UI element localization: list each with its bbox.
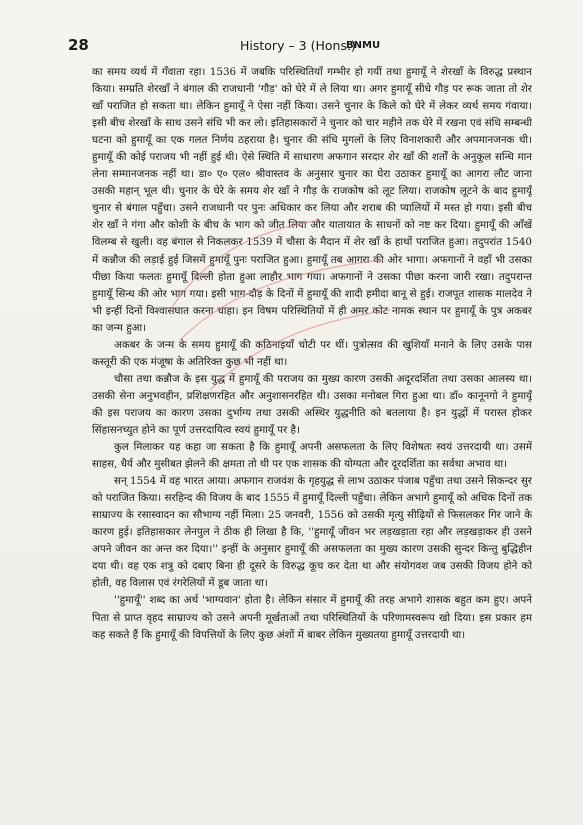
page-header [68, 36, 536, 58]
running-title: History – 3 (Hons.) [240, 38, 356, 53]
paragraph: चौसा तथा कन्नौज के इस युद्ध में हुमायूँ की पराजय का मुख्य कारण उसकी अदूरदर्शिता तथा उसका आलस्य था। उसकी सेना अनुभवहीन, प्रशिक्षणरहित और अनुशासनरहित थी। उसका मनोबल गिरा हुआ था। डॉ० कानूनगो ने हुमायूँ की इस पराजय का कारण उसका दुर्भाग्य तथा उसकी अस्थिर युद्धनीति को बतलाया है। इन युद्धों में परास्त होकर सिंहासनच्युत होने का पूर्ण उत्तरदायित्व स्वयं हुमायूँ पर है। [92, 372, 532, 436]
body-text [92, 64, 532, 804]
paragraph: अकबर के जन्म के समय हुमायूँ की कठिनाइयाँ चोटी पर थीं। पुत्रोत्सव की खुशियाँ मनाने के लिए उसके पास कस्तूरी की एक मंजूषा के अतिरिक्त कुछ भी नहीं था। [92, 338, 532, 368]
university-mark: BNMU [346, 40, 381, 51]
paragraph: का समय व्यर्थ में गँवाता रहा। 1536 में जबकि परिस्थितियाँ गम्भीर हो गयीं तथा हुमायूँ ने शेरखाँ के विरुद्ध प्रस्थान किया। सम्प्रति शेरखाँ ने बंगाल की राजधानी 'गौड़' को घेरे में ले लिया था। अगर हुमायूँ सीधे गौड़ पर रूक जाता तो शेर खाँ पराजित हो सकता था। लेकिन हुमायूँ ने ऐसा नहीं किया। उसने चुनार के किले को घेरे में लेकर व्यर्थ समय गंवाया। इसी बीच शेरखाँ के साथ उसने संधि भी कर लो। इतिहासकारों ने चुनार को चार महीने तक घेरे में रखना एवं संधि सम्बन्धी घटना को हुमायूँ का एक गलत निर्णय ठहराया है। चुनार की संधि मुगलों के लिए विनाशकारी और अपमानजनक थी। हुमायूँ की कोई पराजय भी नहीं हुई थी। ऐसे स्थिति में साधारण अफगान सरदार शेर खाँ की शर्तों के अनुकूल सन्धि मान लेना सम्मानजनक नहीं था। डा० ए० एल० श्रीवास्तव के अनुसार चुनार का घेरा उठाकर हुमायूँ का आगरा लौट जाना उसकी महान् भूल थी। चुनार के घेरे के समय शेर खाँ ने गौड़ के राजकोष को लूट लिया। राजकोष लूटने के बाद हुमायूँ चुनार से बंगाल पहुँचा। उसने राजधानी पर पुनः अधिकार कर लिया और शराब की प्यालियों में मस्त हो गया। इसी बीच शेर खाँ ने गंगा और कोशी के बीच के भाग को जीत लिया और यातायात के साधनों को नष्ट कर दिया। हुमायूँ की आँखें विलम्ब से खुली। वह बंगाल से निकलकर 1539 में चौसा के मैदान में शेर खाँ के हाथों पराजित हुआ। तदुपरांत 1540 में कन्नौज की लड़ाई हुई जिसमें हुमायूँ पुनः पराजित हुआ। हुमायूँ तब आगरा की ओर भागा। अफगानों ने वहाँ भी उसका पीछा किया फलतः हुमायूँ दिल्ली होता हुआ लाहौर भाग गया। अफगानों ने उसका पीछा करना जारी रखा। तदुपरान्त हुमायूँ सिन्ध की ओर भाग गया। इसी भाग-दौड़ के दिनों में हुमायूँ की शादी हमीदा बानू से हुई। राजपूत शासक मालदेव ने भी इन्हीं दिनों विश्वासघात करना चाहा। इन विषम परिस्थितियों में ही अमर कोट नामक स्थान पर हुमायूँ के पुत्र अकबर का जन्म हुआ। [92, 66, 532, 334]
paragraph: कुल मिलाकर यह कहा जा सकता है कि हुमायूँ अपनी असफलता के लिए विशेषतः स्वयं उत्तरदायी था। उसमें साहस, धैर्य और मुसीबत झेलने की क्षमता तो थी पर एक शासक की योग्यता और दूरदर्शिता का सर्वथा अभाव था। [92, 441, 532, 471]
paragraph: ''हुमायूँ'' शब्द का अर्थ 'भाग्यवान' होता है। लेकिन संसार में हुमायूँ की तरह अभागे शासक बहुत कम हुए। अपने पिता से प्राप्त वृहद साम्राज्य को उसने अपनी मूर्खताओं तथा परिस्थितियों के परिणामस्वरूप खो दिया। इस प्रकार हम कह सकते हैं कि हुमायूँ की विपत्तियों के लिए कुछ अंशों में बाबर लेकिन मुख्यतया हुमायूँ उत्तरदायी था। [92, 594, 532, 641]
paragraph: सन् 1554 में वह भारत आया। अफगान राजवंश के गृहयुद्ध से लाभ उठाकर पंजाब पहुँचा तथा उसने सिकन्दर सुर को पराजित किया। सरहिन्द की विजय के बाद 1555 में हुमायूँ दिल्ली पहुँचा। लेकिन अभागे हुमायूँ को अधिक दिनों तक साम्राज्य के रसास्वादन का सौभाग्य नहीं मिला। 25 जनवरी, 1556 को उसकी मृत्यु सीढ़ियों से फिसलकर गिर जाने के कारण हुई। इतिहासकार लेनपुल ने ठीक ही लिखा है कि, ''हुमायूँ जीवन भर लड़खड़ाता रहा और लड़खड़ाकर ही उसने अपने जीवन का अन्त कर दिया।'' इन्हीं के अनुसार हुमायूँ की असफलता का मुख्य कारण उसकी सुन्दर किन्तु बुद्धिहीन दया थी। वह एक शत्रु को दबाए बिना ही दूसरे के विरुद्ध कूच कर देता था और संयोगवश जब उसकी विजय होने को होती, वह विलास एवं रंगरेलियों में डूब जाता था। [92, 475, 532, 590]
page-number: 28 [68, 36, 89, 54]
